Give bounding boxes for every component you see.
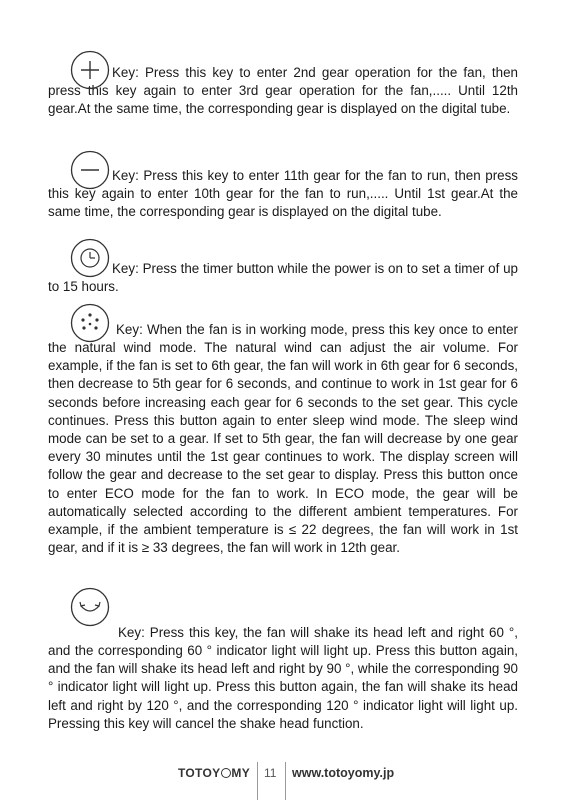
footer-divider [257,762,258,800]
plus-icon [70,50,110,90]
section-oscillation-text: Key: Press this key, the fan will shake its head left and right 60 °, and the corresponding 60 ° indicator light will light up. Press this button again, and the fan will shake its head left and right by 90 °, while the corresponding 90 ° indicator light will light up. Press this button again, the fan will shake its head left and right by 120 °, and the corresponding 120 ° indicator light will light up. Pressing this key will cancel the shake head function. [48,624,518,731]
footer-divider [285,762,286,800]
website-url: www.totoyomy.jp [292,766,395,780]
section-minus-key [48,155,518,221]
natural-wind-icon [70,303,110,343]
section-plus-key [48,52,518,118]
page-number: 11 [264,766,277,780]
section-minus-text: Key: Press this key to enter 11th gear for the fan to run, then press this key again to enter 10th gear for the fan to run,..... Until 1st gear.At the same time, the corresponding gear is displayed on the digital tube. [48,167,518,220]
footer [0,760,566,800]
section-plus-text: Key: Press this key to enter 2nd gear operation for the fan, then press this key again to enter 3rd gear operation for the fan,..... Until 12th gear.At the same time, the corresponding gear is displayed on the digital tube. [48,64,518,117]
section-natural-wind-key [48,309,518,557]
section-oscillation-key [48,612,518,733]
oscillation-icon [70,587,110,627]
clock-icon [70,238,110,278]
minus-icon [70,150,110,190]
brand-logo: TOTOY MY [178,766,251,780]
section-natural-wind-text: Key: When the fan is in working mode, press this key once to enter the natural wind mode. The natural wind can adjust the air volume. For example, if the fan is set to 6th gear, the fan will work in 6th gear for 6 seconds, then decrease to 5th gear for 6 seconds, and continue to work in 1st gear for 6 seconds before increasing each gear for 6 seconds to the set gear. This cycle continues. Press this button again to enter sleep wind mode. The sleep wind mode can be set to a gear. If set to 5th gear, the fan will decrease by one gear every 30 minutes until the 1st gear continues to work. The display screen will follow the gear and decrease to the set gear to display. Press this button once to enter ECO mode for the fan to work. In ECO mode, the gear will be automatically selected according to the different ambient temperatures. For example, if the ambient temperature is ≤ 22 degrees, the fan will work in 1st gear, and if it is ≥ 33 degrees, the fan will work in 12th gear. [48,321,518,556]
brand-o-icon [221,768,231,778]
section-timer-key [48,248,518,296]
section-timer-text: Key: Press the timer button while the power is on to set a timer of up to 15 hours. [48,260,518,294]
